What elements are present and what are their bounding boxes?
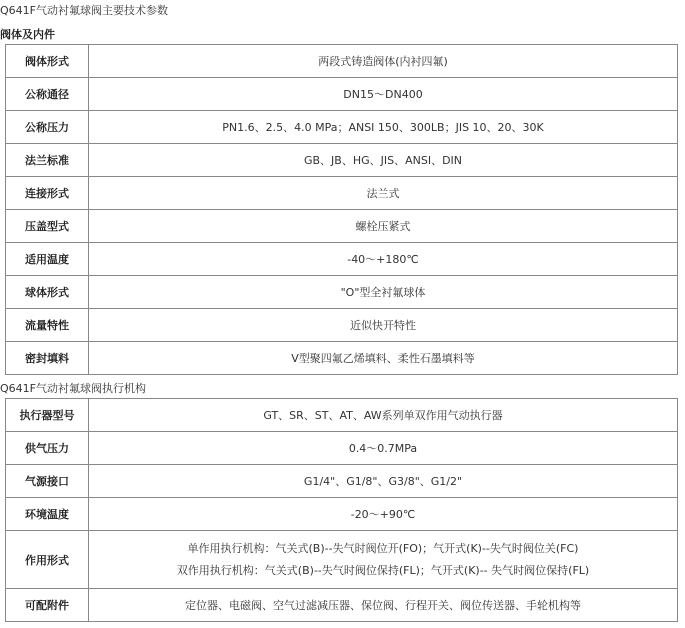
row-value: 近似快开特性 <box>89 309 678 342</box>
row-value: DN15～DN400 <box>89 78 678 111</box>
row-value: -40～+180℃ <box>89 243 678 276</box>
row-label: 公称通径 <box>6 78 89 111</box>
row-value: G1/4"、G1/8"、G3/8"、G1/2" <box>89 465 678 498</box>
table-row <box>6 276 678 309</box>
table-row <box>6 531 678 589</box>
row-label: 作用形式 <box>6 531 89 589</box>
table-row <box>6 243 678 276</box>
row-value: GB、JB、HG、JIS、ANSI、DIN <box>89 144 678 177</box>
row-value: "O"型全衬氟球体 <box>89 276 678 309</box>
row-label: 流量特性 <box>6 309 89 342</box>
table-row <box>6 432 678 465</box>
actuator-table <box>5 398 678 622</box>
table-row <box>6 498 678 531</box>
body-params-table <box>5 44 678 375</box>
row-label: 环境温度 <box>6 498 89 531</box>
table-row <box>6 465 678 498</box>
row-label: 压盖型式 <box>6 210 89 243</box>
row-value: PN1.6、2.5、4.0 MPa；ANSI 150、300LB；JIS 10、20、30K <box>89 111 678 144</box>
row-label: 执行器型号 <box>6 399 89 432</box>
table-row <box>6 45 678 78</box>
page-title: Q641F气动衬氟球阀主要技术参数 <box>0 4 168 17</box>
row-value: 0.4～0.7MPa <box>89 432 678 465</box>
table-row <box>6 111 678 144</box>
table-row <box>6 144 678 177</box>
table-row <box>6 342 678 375</box>
row-value: 法兰式 <box>89 177 678 210</box>
row-value: -20～+90℃ <box>89 498 678 531</box>
double-acting-line: 双作用执行机构：气关式(B)--失气时阀位保持(FL)；气开式(K)-- 失气时阀位保持(FL) <box>176 563 590 577</box>
row-value <box>89 531 678 589</box>
row-value: 两段式铸造阀体(内衬四氟) <box>89 45 678 78</box>
table-row <box>6 210 678 243</box>
single-acting-line: 单作用执行机构：气关式(B)--失气时阀位开(FO)；气开式(K)--失气时阀位关(FC) <box>187 541 579 555</box>
row-label: 适用温度 <box>6 243 89 276</box>
table-row <box>6 309 678 342</box>
row-label: 阀体形式 <box>6 45 89 78</box>
row-label: 球体形式 <box>6 276 89 309</box>
row-label: 法兰标准 <box>6 144 89 177</box>
table-row <box>6 177 678 210</box>
row-label: 公称压力 <box>6 111 89 144</box>
row-value: GT、SR、ST、AT、AW系列单双作用气动执行器 <box>89 399 678 432</box>
table-row <box>6 589 678 622</box>
row-label: 可配附件 <box>6 589 89 622</box>
row-value: 定位器、电磁阀、空气过滤减压器、保位阀、行程开关、阀位传送器、手轮机构等 <box>89 589 678 622</box>
row-label: 连接形式 <box>6 177 89 210</box>
section-heading-actuator: Q641F气动衬氟球阀执行机构 <box>0 382 146 395</box>
row-label: 气源接口 <box>6 465 89 498</box>
row-label: 密封填料 <box>6 342 89 375</box>
row-value: V型聚四氟乙烯填料、柔性石墨填料等 <box>89 342 678 375</box>
row-value: 螺栓压紧式 <box>89 210 678 243</box>
row-label: 供气压力 <box>6 432 89 465</box>
table-row <box>6 399 678 432</box>
table-row <box>6 78 678 111</box>
section-heading-body: 阀体及内件 <box>0 28 55 41</box>
